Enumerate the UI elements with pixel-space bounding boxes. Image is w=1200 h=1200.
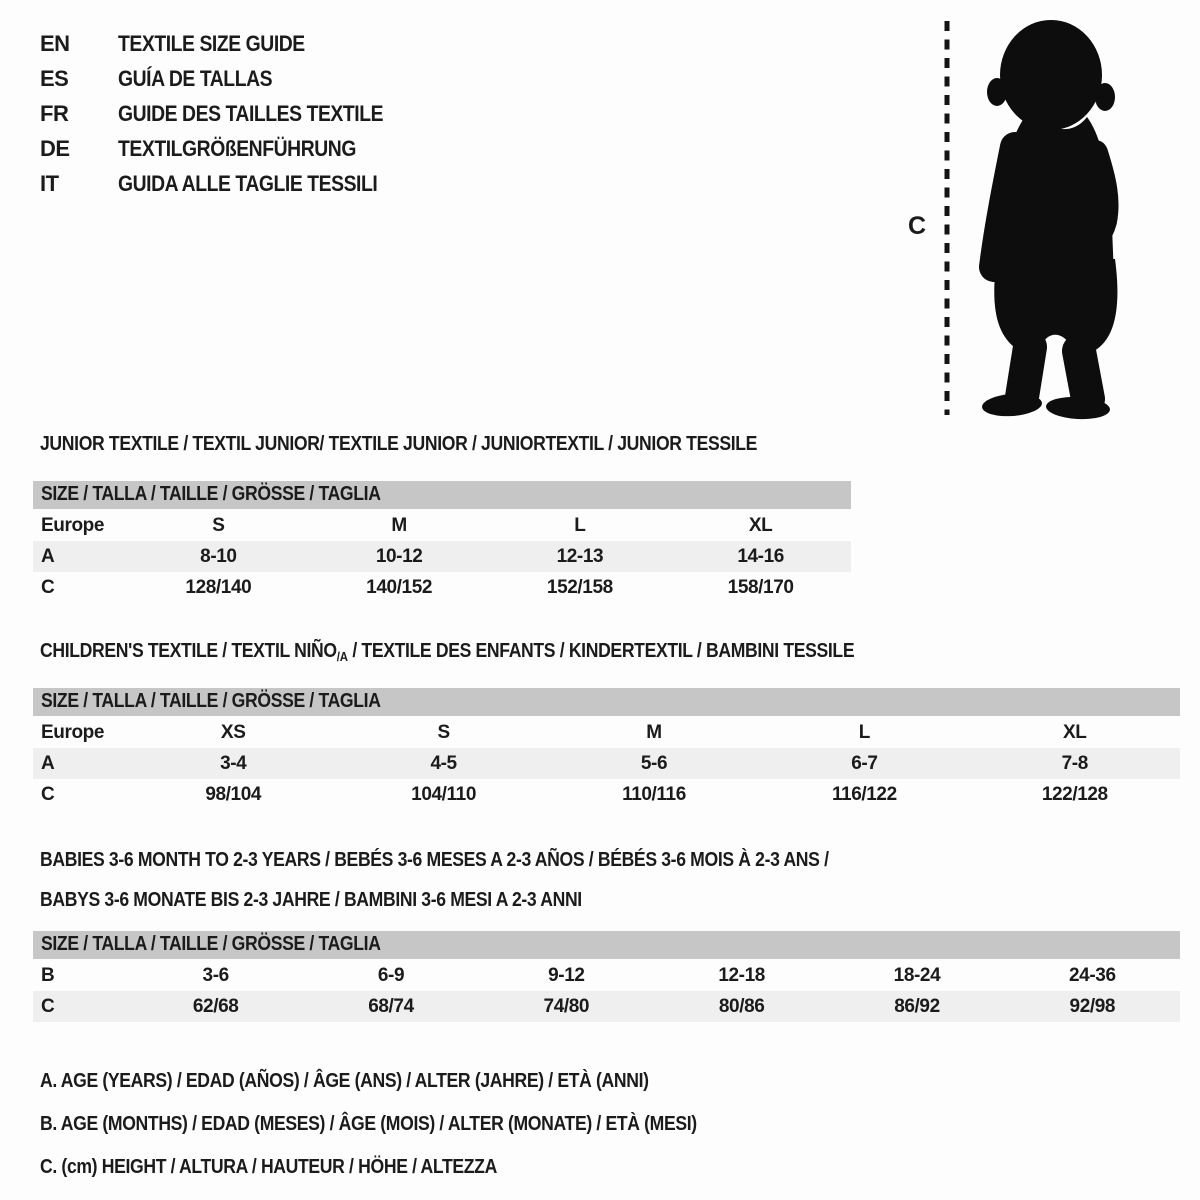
table-row-height: [33, 779, 1180, 810]
lang-code: IT: [40, 170, 59, 196]
size-cell: 152/158: [546, 576, 613, 598]
size-header-cell: SIZE / TALLA / TAILLE / GRÖSSE / TAGLIA: [33, 481, 851, 510]
size-cell: 6-9: [377, 965, 405, 987]
size-header-cell: SIZE / TALLA / TAILLE / GRÖSSE / TAGLIA: [33, 931, 1180, 960]
size-cell: XL: [748, 515, 773, 537]
table-row-height: [33, 572, 851, 603]
size-cell: 3-6: [202, 965, 229, 987]
size-cell: 140/152: [366, 576, 433, 598]
row-label: A: [33, 541, 128, 572]
size-cell: M: [646, 722, 662, 744]
size-cell: 3-4: [128, 748, 338, 779]
legend-line-c: C. (cm) HEIGHT / ALTURA / HAUTEUR / HÖHE / ALTEZZA: [40, 1156, 497, 1178]
size-cell: 62/68: [128, 991, 303, 1022]
table-row-months: [33, 960, 1180, 991]
nino-a-subscript: /A: [336, 649, 348, 664]
size-cell: 74/80: [479, 991, 654, 1022]
table-row-age: [33, 748, 1180, 779]
size-cell: 128/140: [185, 576, 252, 598]
junior-section-title: JUNIOR TEXTILE / TEXTIL JUNIOR/ TEXTILE JUNIOR / JUNIORTEXTIL / JUNIOR TESSILE: [40, 433, 758, 455]
size-cell: 80/86: [654, 991, 829, 1022]
size-cell: 92/98: [1005, 991, 1180, 1022]
size-cell: 104/110: [411, 783, 476, 805]
baby-silhouette-icon: [981, 20, 1117, 420]
row-label: C: [41, 576, 55, 598]
size-cell: 18-24: [893, 965, 941, 987]
row-label: Europe: [41, 515, 105, 537]
lang-row-it: [40, 166, 419, 201]
lang-code: ES: [40, 65, 69, 91]
size-cell: 4-5: [338, 748, 548, 779]
table-row-europe: [33, 510, 851, 541]
table-header-row: [33, 481, 851, 510]
size-cell: 68/74: [303, 991, 478, 1022]
row-label: C: [41, 783, 55, 805]
size-cell: L: [858, 722, 870, 744]
babies-size-table: [33, 931, 1180, 1022]
table-header-row: [33, 688, 1180, 717]
row-label: C: [33, 991, 128, 1022]
size-cell: 24-36: [1069, 965, 1116, 987]
size-cell: 12-13: [490, 541, 671, 572]
lang-title: GUIDA ALLE TAGLIE TESSILI: [118, 170, 378, 196]
size-cell: L: [574, 515, 586, 537]
size-cell: 116/122: [831, 783, 897, 805]
lang-row-en: [40, 26, 419, 61]
children-section-title: CHILDREN'S TEXTILE / TEXTIL $NIÑO_{/A}$ / TEXTILE DES ENFANTS / KINDERTEXTIL / BAMBINI TESSILE: [40, 640, 855, 664]
size-cell: XL: [1063, 722, 1087, 744]
language-title-block: [40, 26, 419, 201]
size-cell: 8-10: [128, 541, 309, 572]
row-label: B: [41, 965, 55, 987]
legend-line-a: A. AGE (YEARS) / EDAD (AÑOS) / ÂGE (ANS) / ALTER (JAHRE) / ETÀ (ANNI): [40, 1070, 649, 1092]
lang-row-fr: [40, 96, 419, 131]
size-cell: 9-12: [548, 965, 585, 987]
lang-row-es: [40, 61, 419, 96]
table-header-row: [33, 931, 1180, 960]
babies-section-title-line2: BABYS 3-6 MONATE BIS 2-3 JAHRE / BAMBINI 3-6 MESI A 2-3 ANNI: [40, 889, 582, 911]
size-cell: XS: [220, 722, 246, 744]
table-row-height: [33, 991, 1180, 1022]
size-cell: M: [391, 515, 407, 537]
junior-size-table: [33, 481, 851, 603]
size-cell: 10-12: [309, 541, 490, 572]
lang-title: TEXTILE SIZE GUIDE: [118, 30, 305, 56]
lang-title: TEXTILGRÖßENFÜHRUNG: [118, 135, 356, 161]
lang-title: GUIDE DES TAILLES TEXTILE: [118, 100, 384, 126]
size-cell: 158/170: [727, 576, 794, 598]
children-size-table: [33, 688, 1180, 810]
size-cell: S: [437, 722, 450, 744]
table-row-europe: [33, 717, 1180, 748]
legend-line-b: B. AGE (MONTHS) / EDAD (MESES) / ÂGE (MOIS) / ALTER (MONATE) / ETÀ (MESI): [40, 1113, 697, 1135]
lang-code: EN: [40, 30, 70, 56]
lang-code: DE: [40, 135, 70, 161]
size-cell: 5-6: [549, 748, 759, 779]
size-cell: 7-8: [970, 748, 1180, 779]
lang-title: GUÍA DE TALLAS: [118, 65, 273, 91]
size-cell: 12-18: [718, 965, 765, 987]
size-cell: 110/116: [622, 783, 686, 805]
row-label: A: [33, 748, 128, 779]
measure-c-label: C: [908, 212, 927, 240]
size-cell: S: [212, 515, 225, 537]
size-cell: 98/104: [205, 783, 262, 805]
size-cell: 122/128: [1041, 783, 1108, 805]
lang-code: FR: [40, 100, 69, 126]
row-label: Europe: [41, 722, 105, 744]
babies-section-title-line1: BABIES 3-6 MONTH TO 2-3 YEARS / BEBÉS 3-6 MESES A 2-3 AÑOS / BÉBÉS 3-6 MOIS À 2-3 ANS /: [40, 849, 829, 871]
size-cell: 6-7: [759, 748, 969, 779]
lang-row-de: [40, 131, 419, 166]
size-cell: 14-16: [670, 541, 851, 572]
size-cell: 86/92: [829, 991, 1004, 1022]
figure-svg: [941, 15, 1146, 420]
table-row-age: [33, 541, 851, 572]
size-header-cell: SIZE / TALLA / TAILLE / GRÖSSE / TAGLIA: [33, 688, 1180, 717]
